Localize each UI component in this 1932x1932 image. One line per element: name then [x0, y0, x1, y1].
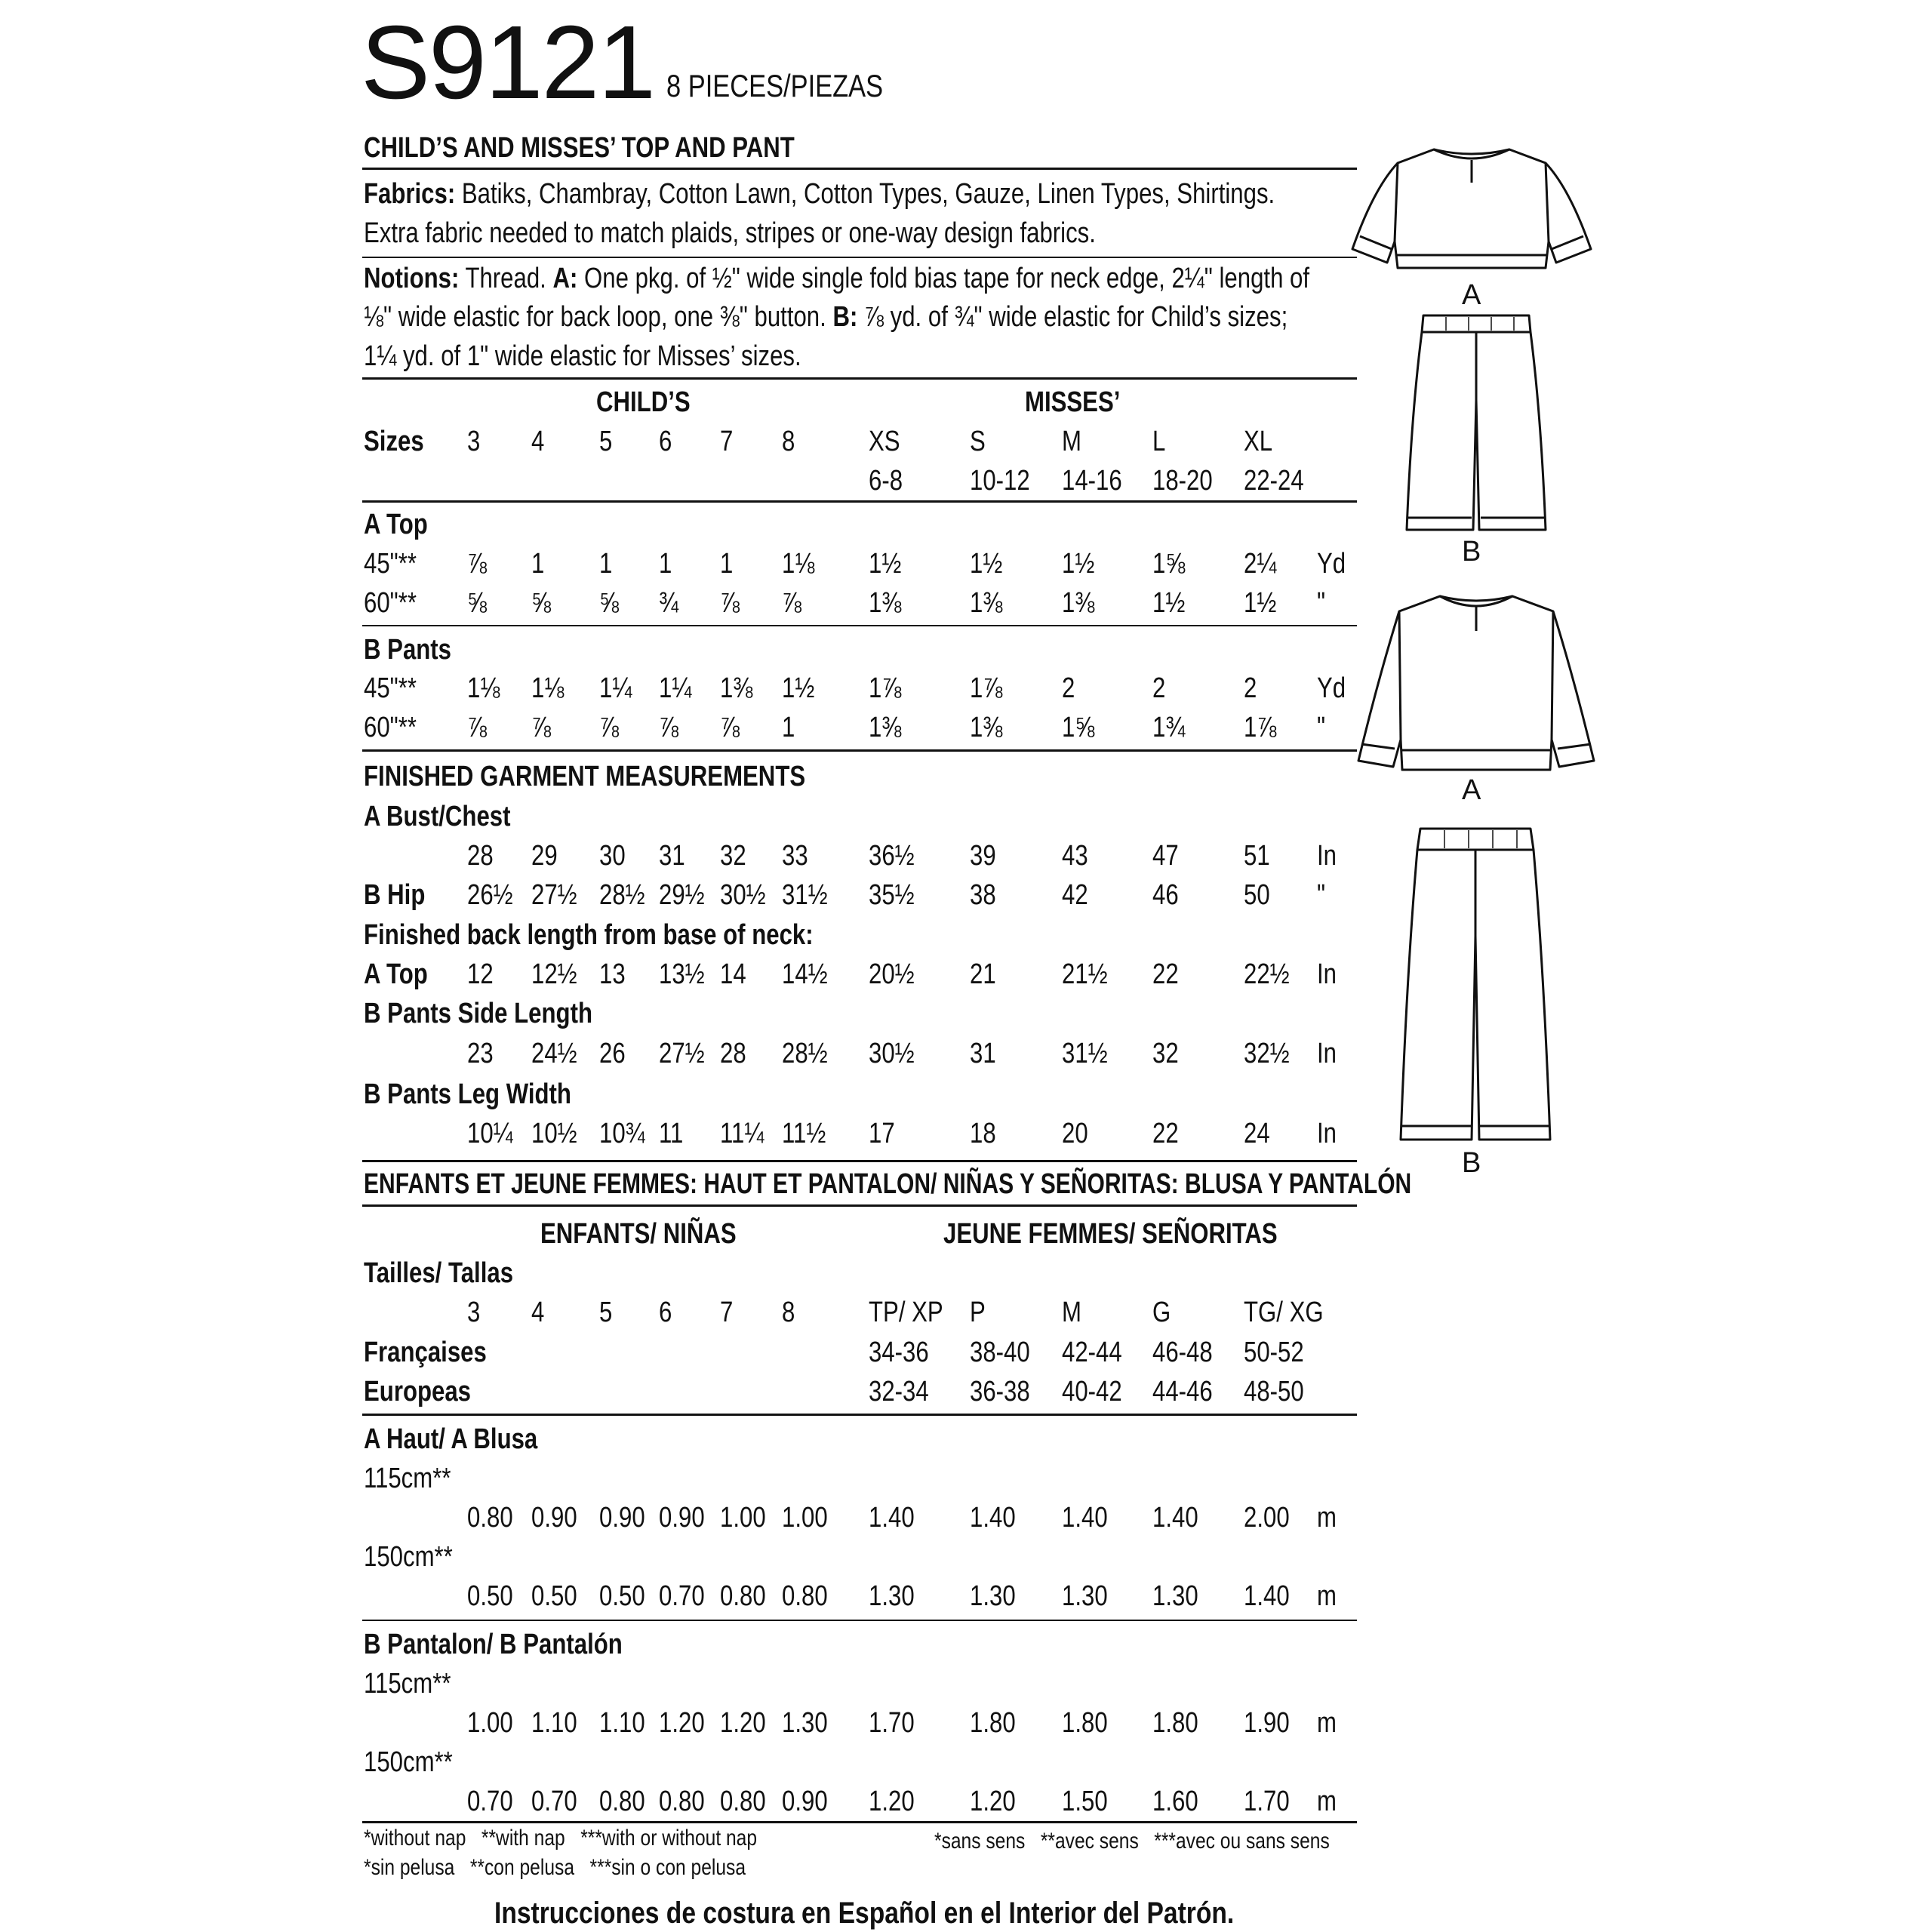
size-range-cell: 18-20 [1152, 465, 1213, 497]
a-haut-row-cell: 0.90 [659, 1502, 705, 1534]
bust-row-cell: 47 [1152, 840, 1179, 872]
a-top-row-cell: ⅞ [720, 587, 740, 619]
footnotes-es: *sin pelusa **con pelusa ***sin o con pelusa [364, 1855, 746, 1880]
footnotes: *without nap **with nap ***with or without nap [364, 1826, 758, 1850]
b-pants-row-unit: " [1317, 712, 1326, 743]
bust-row-cell: 31 [659, 840, 685, 872]
b-pants-row-cell: 1⅜ [720, 672, 753, 704]
top-length-row-cell: 20½ [869, 958, 915, 990]
b-pants-row-cell: 1⅞ [1244, 712, 1277, 743]
europeas-cell: 44-46 [1152, 1376, 1213, 1407]
b-pants-row-cell: ⅞ [720, 712, 740, 743]
leg-width-row-unit: In [1317, 1118, 1337, 1149]
fabrics-line-1: Fabrics: Batiks, Chambray, Cotton Lawn, Cotton Types, Gauze, Linen Types, Shirtings. [364, 178, 1275, 210]
bust-row-cell: 36½ [869, 840, 915, 872]
bust-row-unit: In [1317, 840, 1337, 872]
b-pantalon-row-cell: 1.30 [782, 1707, 828, 1739]
a-top-row-cell: 2¼ [1244, 548, 1277, 580]
a-haut-row-cell: 0.50 [531, 1580, 577, 1612]
a-haut-row-cell: 0.70 [659, 1580, 705, 1612]
b-pants-row-cell: 1⅛ [531, 672, 565, 704]
bust-row-cell: 28 [467, 840, 494, 872]
a-top-row-cell: 1½ [1152, 587, 1186, 619]
b-pantalon-label: B Pantalon/ B Pantalón [364, 1629, 623, 1660]
label-b-2: B [1462, 1147, 1481, 1179]
hip-row-cell: 35½ [869, 879, 915, 911]
size-cell: 7 [720, 426, 734, 457]
a-top-row-cell: ¾ [659, 587, 678, 619]
hip-label: B Hip [364, 879, 426, 911]
pieces-count: 8 PIECES/PIEZAS [666, 68, 884, 103]
fr-es-size-cell: 7 [720, 1297, 734, 1328]
bust-row-cell: 33 [782, 840, 808, 872]
b-pants-row-unit: Yd [1317, 672, 1346, 704]
side-length-row-cell: 28 [720, 1038, 746, 1069]
fr-es-size-cell: 3 [467, 1297, 481, 1328]
b-pants-row-cell: 1⅞ [869, 672, 902, 704]
a-haut-row-cell: 0.50 [599, 1580, 645, 1612]
leg-width-row-cell: 11 [659, 1118, 684, 1149]
a-haut-row-cell: 2.00 [1244, 1502, 1290, 1534]
fr-es-size-cell: TP/ XP [869, 1297, 943, 1328]
b-pants-label: B Pants [364, 634, 452, 666]
side-length-row-cell: 31½ [1062, 1038, 1108, 1069]
francaises-cell: 34-36 [869, 1337, 929, 1368]
b-pants-row-cell: 1⅝ [1062, 712, 1095, 743]
fr-es-size-cell: M [1062, 1297, 1081, 1328]
a-top-row-unit: " [1317, 587, 1326, 619]
footnotes-fr: *sans sens **avec sens ***avec ou sans sens [934, 1829, 1330, 1854]
a-top-label: A Top [364, 509, 428, 540]
b-pantalon-row-cell: 1.80 [1152, 1707, 1198, 1739]
top-length-row-unit: In [1317, 958, 1337, 990]
childs-heading: CHILD’S [596, 386, 691, 418]
b-pants-row-cell: 1½ [782, 672, 815, 704]
b-pants-row-cell: 1⅞ [970, 672, 1003, 704]
francaises-cell: 42-44 [1062, 1337, 1122, 1368]
hip-row-cell: 26½ [467, 879, 513, 911]
side-length-row-cell: 31 [970, 1038, 996, 1069]
hip-row-unit: " [1317, 879, 1326, 911]
pants-b-long-illustration [1396, 823, 1555, 1147]
a-top-row-cell: 1⅛ [782, 548, 815, 580]
hip-row-cell: 31½ [782, 879, 828, 911]
leg-width-row-cell: 10½ [531, 1118, 577, 1149]
label-b-1: B [1462, 536, 1481, 568]
leg-width-label: B Pants Leg Width [364, 1078, 571, 1110]
b-pants-row-cell: 1 [782, 712, 795, 743]
side-length-label: B Pants Side Length [364, 998, 592, 1029]
a-haut-row-cell: 1.40 [1062, 1502, 1108, 1534]
b-pants-row-cell: ⅞ [599, 712, 619, 743]
a-haut-row-cell: 1.40 [1244, 1580, 1290, 1612]
fabrics-line-2: Extra fabric needed to match plaids, stripes or one-way design fabrics. [364, 217, 1096, 249]
a-haut-row-cell: 0.90 [599, 1502, 645, 1534]
leg-width-row-cell: 11¼ [720, 1118, 764, 1149]
b-pantalon-row-cell: 1.50 [1062, 1786, 1108, 1817]
fr-es-size-cell: 4 [531, 1297, 545, 1328]
francaises-cell: 50-52 [1244, 1337, 1304, 1368]
a-top-row-cell: 1 [659, 548, 672, 580]
side-length-row-cell: 28½ [782, 1038, 828, 1069]
b-pantalon-row-cell: 1.10 [531, 1707, 577, 1739]
b-pantalon-row-cell: 1.10 [599, 1707, 645, 1739]
europeas-cell: 48-50 [1244, 1376, 1304, 1407]
a-top-row-cell: 1⅜ [1062, 587, 1095, 619]
hip-row-cell: 29½ [659, 879, 705, 911]
fr-es-size-cell: TG/ XG [1244, 1297, 1324, 1328]
bust-row-cell: 51 [1244, 840, 1270, 872]
tailles-label: Tailles/ Tallas [364, 1257, 514, 1289]
leg-width-row-cell: 17 [869, 1118, 895, 1149]
top-length-row-cell: 22½ [1244, 958, 1290, 990]
size-range-cell: 10-12 [970, 465, 1030, 497]
b-pantalon-row-cell: 0.70 [467, 1786, 513, 1817]
b-pants-row-cell: 1⅜ [869, 712, 902, 743]
b-pantalon-row-cell: 1.20 [659, 1707, 705, 1739]
hip-row-cell: 38 [970, 879, 996, 911]
bust-row-cell: 39 [970, 840, 996, 872]
leg-width-row-cell: 10¾ [599, 1118, 645, 1149]
b-pants-row-label: 45"** [364, 672, 417, 704]
b-pantalon-row-cell: 0.70 [531, 1786, 577, 1817]
b-pantalon-row-cell: 1.70 [1244, 1786, 1290, 1817]
notions-line-3: 1¼ yd. of 1" wide elastic for Misses’ sizes. [364, 340, 801, 372]
b-pants-row-cell: 1¼ [599, 672, 632, 704]
hip-row-cell: 27½ [531, 879, 577, 911]
side-length-row-cell: 32½ [1244, 1038, 1290, 1069]
fr-es-size-cell: P [970, 1297, 986, 1328]
back-length-label: Finished back length from base of neck: [364, 919, 814, 951]
misses-heading: MISSES’ [1025, 386, 1121, 418]
pants-b-short-illustration [1401, 309, 1552, 536]
a-top-row-cell: 1½ [869, 548, 902, 580]
a-haut-row-cell: 1.40 [1152, 1502, 1198, 1534]
bust-row-cell: 29 [531, 840, 558, 872]
b-pantalon-row-cell: 0.80 [720, 1786, 766, 1817]
b-pantalon-width-label: 115cm** [364, 1668, 451, 1700]
a-haut-row-cell: 1.40 [970, 1502, 1016, 1534]
a-haut-row-cell: 1.30 [1152, 1580, 1198, 1612]
size-cell: S [970, 426, 986, 457]
a-top-row-cell: ⅝ [531, 587, 551, 619]
size-range-cell: 22-24 [1244, 465, 1304, 497]
a-top-row-cell: 1½ [1244, 587, 1277, 619]
b-pantalon-row-cell: 1.90 [1244, 1707, 1290, 1739]
b-pantalon-row-cell: 1.70 [869, 1707, 915, 1739]
a-haut-label: A Haut/ A Blusa [364, 1423, 538, 1455]
top-length-row-cell: 14½ [782, 958, 828, 990]
sizes-label: Sizes [364, 426, 424, 457]
a-top-row-cell: 1 [599, 548, 613, 580]
side-length-row-cell: 27½ [659, 1038, 705, 1069]
size-cell: 6 [659, 426, 672, 457]
a-top-row-cell: ⅞ [467, 548, 487, 580]
size-cell: L [1152, 426, 1166, 457]
hip-row-cell: 28½ [599, 879, 645, 911]
b-pants-row-cell: 1⅛ [467, 672, 500, 704]
a-haut-row-cell: 1.30 [1062, 1580, 1108, 1612]
b-pantalon-row-unit: m [1317, 1707, 1337, 1739]
side-length-row-cell: 24½ [531, 1038, 577, 1069]
notions-line-1: Notions: Thread. A: One pkg. of ½" wide single fold bias tape for neck edge, 2¼" length of [364, 263, 1310, 294]
b-pants-row-cell: ⅞ [531, 712, 551, 743]
b-pantalon-row-cell: 1.60 [1152, 1786, 1198, 1817]
hip-row-cell: 30½ [720, 879, 766, 911]
side-length-row-unit: In [1317, 1038, 1337, 1069]
label-a-1: A [1462, 279, 1481, 311]
finished-heading: FINISHED GARMENT MEASUREMENTS [364, 761, 806, 792]
leg-width-row-cell: 10¼ [467, 1118, 513, 1149]
a-top-row-cell: 1⅜ [970, 587, 1003, 619]
a-top-row-label: 60"** [364, 587, 417, 619]
top-length-row-cell: 13½ [659, 958, 705, 990]
a-haut-row-cell: 1.30 [970, 1580, 1016, 1612]
b-pantalon-row-unit: m [1317, 1786, 1337, 1817]
b-pantalon-row-cell: 1.80 [970, 1707, 1016, 1739]
francaises-label: Françaises [364, 1337, 487, 1368]
side-length-row-cell: 23 [467, 1038, 494, 1069]
b-pants-row-cell: 1⅜ [970, 712, 1003, 743]
top-length-row-cell: 22 [1152, 958, 1179, 990]
a-top-row-cell: 1 [720, 548, 734, 580]
size-cell: 8 [782, 426, 795, 457]
europeas-cell: 32-34 [869, 1376, 929, 1407]
bust-row-cell: 32 [720, 840, 746, 872]
fr-es-child-heading: ENFANTS/ NIÑAS [540, 1218, 737, 1250]
hip-row-cell: 42 [1062, 879, 1088, 911]
top-a-long-illustration [1355, 589, 1597, 777]
leg-width-row-cell: 11½ [782, 1118, 826, 1149]
label-a-2: A [1462, 774, 1481, 806]
top-length-row-cell: 21 [970, 958, 996, 990]
leg-width-row-cell: 22 [1152, 1118, 1179, 1149]
leg-width-row-cell: 24 [1244, 1118, 1270, 1149]
bust-row-cell: 30 [599, 840, 626, 872]
fr-es-size-cell: 8 [782, 1297, 795, 1328]
hip-row-cell: 50 [1244, 879, 1270, 911]
b-pants-row-cell: 2 [1244, 672, 1257, 704]
a-top-row-cell: 1½ [1062, 548, 1095, 580]
europeas-label: Europeas [364, 1376, 472, 1407]
top-length-row-cell: 12 [467, 958, 494, 990]
fr-es-women-heading: JEUNE FEMMES/ SEÑORITAS [943, 1218, 1278, 1250]
fr-es-size-cell: 5 [599, 1297, 613, 1328]
b-pants-row-cell: ⅞ [467, 712, 487, 743]
size-cell: XS [869, 426, 900, 457]
b-pantalon-row-cell: 1.80 [1062, 1707, 1108, 1739]
top-length-row-cell: 13 [599, 958, 626, 990]
a-top-row-label: 45"** [364, 548, 417, 580]
top-length-row-cell: 21½ [1062, 958, 1108, 990]
size-cell: XL [1244, 426, 1273, 457]
b-pantalon-row-cell: 0.80 [659, 1786, 705, 1817]
b-pants-row-cell: 1¼ [659, 672, 692, 704]
a-haut-row-cell: 1.30 [869, 1580, 915, 1612]
b-pantalon-row-cell: 1.20 [869, 1786, 915, 1817]
a-haut-row-cell: 0.80 [720, 1580, 766, 1612]
b-pants-row-cell: 2 [1152, 672, 1166, 704]
b-pantalon-width-label: 150cm** [364, 1746, 453, 1778]
finished-top-label: A Top [364, 958, 428, 990]
a-haut-row-unit: m [1317, 1502, 1337, 1534]
a-haut-row-cell: 0.50 [467, 1580, 513, 1612]
fr-es-size-cell: 6 [659, 1297, 672, 1328]
francaises-cell: 46-48 [1152, 1337, 1213, 1368]
bust-label: A Bust/Chest [364, 801, 511, 832]
a-haut-row-cell: 0.80 [467, 1502, 513, 1534]
a-haut-row-cell: 0.80 [782, 1580, 828, 1612]
fr-es-size-cell: G [1152, 1297, 1171, 1328]
europeas-cell: 40-42 [1062, 1376, 1122, 1407]
a-top-row-cell: 1⅜ [869, 587, 902, 619]
size-cell: 5 [599, 426, 613, 457]
size-range-cell: 14-16 [1062, 465, 1122, 497]
a-top-row-cell: ⅝ [599, 587, 619, 619]
a-top-row-cell: 1⅝ [1152, 548, 1186, 580]
top-length-row-cell: 14 [720, 958, 746, 990]
bust-row-cell: 43 [1062, 840, 1088, 872]
top-length-row-cell: 12½ [531, 958, 577, 990]
fr-es-title: ENFANTS ET JEUNE FEMMES: HAUT ET PANTALON/ NIÑAS Y SEÑORITAS: BLUSA Y PANTALÓN [364, 1168, 1412, 1200]
a-top-row-unit: Yd [1317, 548, 1346, 580]
size-cell: 3 [467, 426, 481, 457]
side-length-row-cell: 32 [1152, 1038, 1179, 1069]
b-pantalon-row-cell: 1.00 [467, 1707, 513, 1739]
notions-line-2: ⅛" wide elastic for back loop, one ⅜" button. B: ⅞ yd. of ¾" wide elastic for Child’s sizes; [364, 301, 1288, 333]
pattern-number: S9121 [361, 5, 655, 121]
a-top-row-cell: 1 [531, 548, 545, 580]
a-haut-row-cell: 1.00 [782, 1502, 828, 1534]
top-a-short-illustration [1351, 136, 1592, 287]
a-haut-row-cell: 0.90 [531, 1502, 577, 1534]
leg-width-row-cell: 18 [970, 1118, 996, 1149]
a-haut-width-label: 150cm** [364, 1541, 453, 1573]
b-pantalon-row-cell: 1.20 [970, 1786, 1016, 1817]
b-pants-row-cell: 2 [1062, 672, 1075, 704]
hip-row-cell: 46 [1152, 879, 1179, 911]
side-length-row-cell: 26 [599, 1038, 626, 1069]
a-haut-width-label: 115cm** [364, 1463, 451, 1494]
b-pants-row-label: 60"** [364, 712, 417, 743]
spanish-instructions-note: Instrucciones de costura en Español en el Interior del Patrón. [494, 1897, 1235, 1930]
a-top-row-cell: ⅝ [467, 587, 487, 619]
a-haut-row-cell: 1.00 [720, 1502, 766, 1534]
a-haut-row-cell: 1.40 [869, 1502, 915, 1534]
size-cell: M [1062, 426, 1081, 457]
b-pantalon-row-cell: 1.20 [720, 1707, 766, 1739]
francaises-cell: 38-40 [970, 1337, 1030, 1368]
leg-width-row-cell: 20 [1062, 1118, 1088, 1149]
size-cell: 4 [531, 426, 545, 457]
size-range-cell: 6-8 [869, 465, 903, 497]
b-pantalon-row-cell: 0.90 [782, 1786, 828, 1817]
a-top-row-cell: ⅞ [782, 587, 801, 619]
europeas-cell: 36-38 [970, 1376, 1030, 1407]
a-top-row-cell: 1½ [970, 548, 1003, 580]
a-haut-row-unit: m [1317, 1580, 1337, 1612]
b-pants-row-cell: 1¾ [1152, 712, 1186, 743]
b-pants-row-cell: ⅞ [659, 712, 678, 743]
b-pantalon-row-cell: 0.80 [599, 1786, 645, 1817]
pattern-title: CHILD’S AND MISSES’ TOP AND PANT [364, 132, 795, 164]
side-length-row-cell: 30½ [869, 1038, 915, 1069]
